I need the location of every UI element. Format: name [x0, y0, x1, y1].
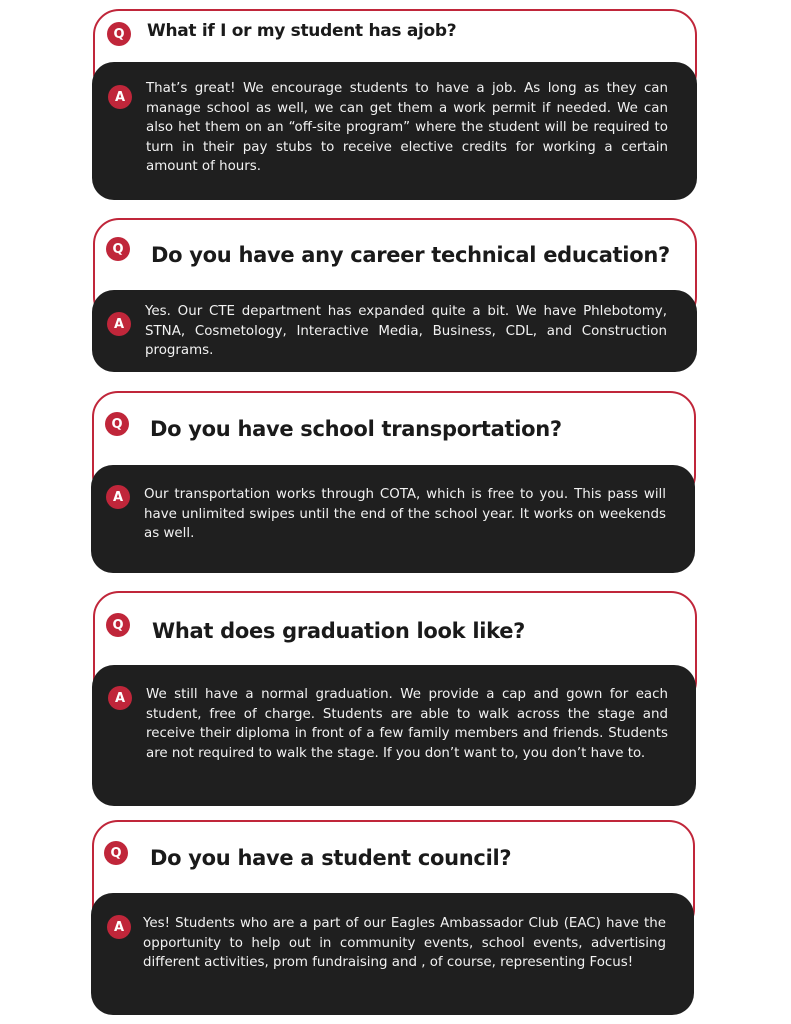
answer-badge: A	[108, 85, 132, 109]
answer-badge: A	[107, 312, 131, 336]
question-badge: Q	[104, 841, 128, 865]
question-badge: Q	[105, 412, 129, 436]
question-badge: Q	[106, 237, 130, 261]
question-text: Do you have any career technical education?	[151, 243, 670, 267]
answer-text: Our transportation works through COTA, which is free to you. This pass will have unlimited swipes until the end of the school year. It works on weekends as well.	[144, 487, 666, 542]
question-text: What does graduation look like?	[152, 619, 526, 643]
question-badge: Q	[107, 22, 131, 46]
question-text: Do you have a student council?	[150, 846, 512, 870]
question-text: Do you have school transportation?	[150, 417, 562, 441]
question-text: What if I or my student has ajob?	[147, 21, 457, 41]
answer-badge: A	[106, 485, 130, 509]
answer-badge: A	[108, 686, 132, 710]
answer-text: We still have a normal graduation. We provide a cap and gown for each student, free of charge. Students are able to walk across the stage and receive their diploma in front of a few family members and friends. Students are not required to walk the stage. If you don’t want to, you don’t have to.	[146, 687, 668, 761]
answer-text: That’s great! We encourage students to have a job. As long as they can manage school as well, we can get them a work permit if needed. We can also het them on an “off-site program” where the student will be required to turn in their pay stubs to receive elective credits for working a certain amount of hours.	[146, 81, 668, 175]
answer-text: Yes! Students who are a part of our Eagles Ambassador Club (EAC) have the opportunity to help out in community events, school events, advertising different activities, prom fundraising and , of course, representing Focus!	[143, 916, 666, 971]
question-badge: Q	[106, 613, 130, 637]
answer-text: Yes. Our CTE department has expanded quite a bit. We have Phlebotomy, STNA, Cosmetology, Interactive Media, Business, CDL, and Construction programs.	[145, 304, 667, 359]
answer-badge: A	[107, 915, 131, 939]
